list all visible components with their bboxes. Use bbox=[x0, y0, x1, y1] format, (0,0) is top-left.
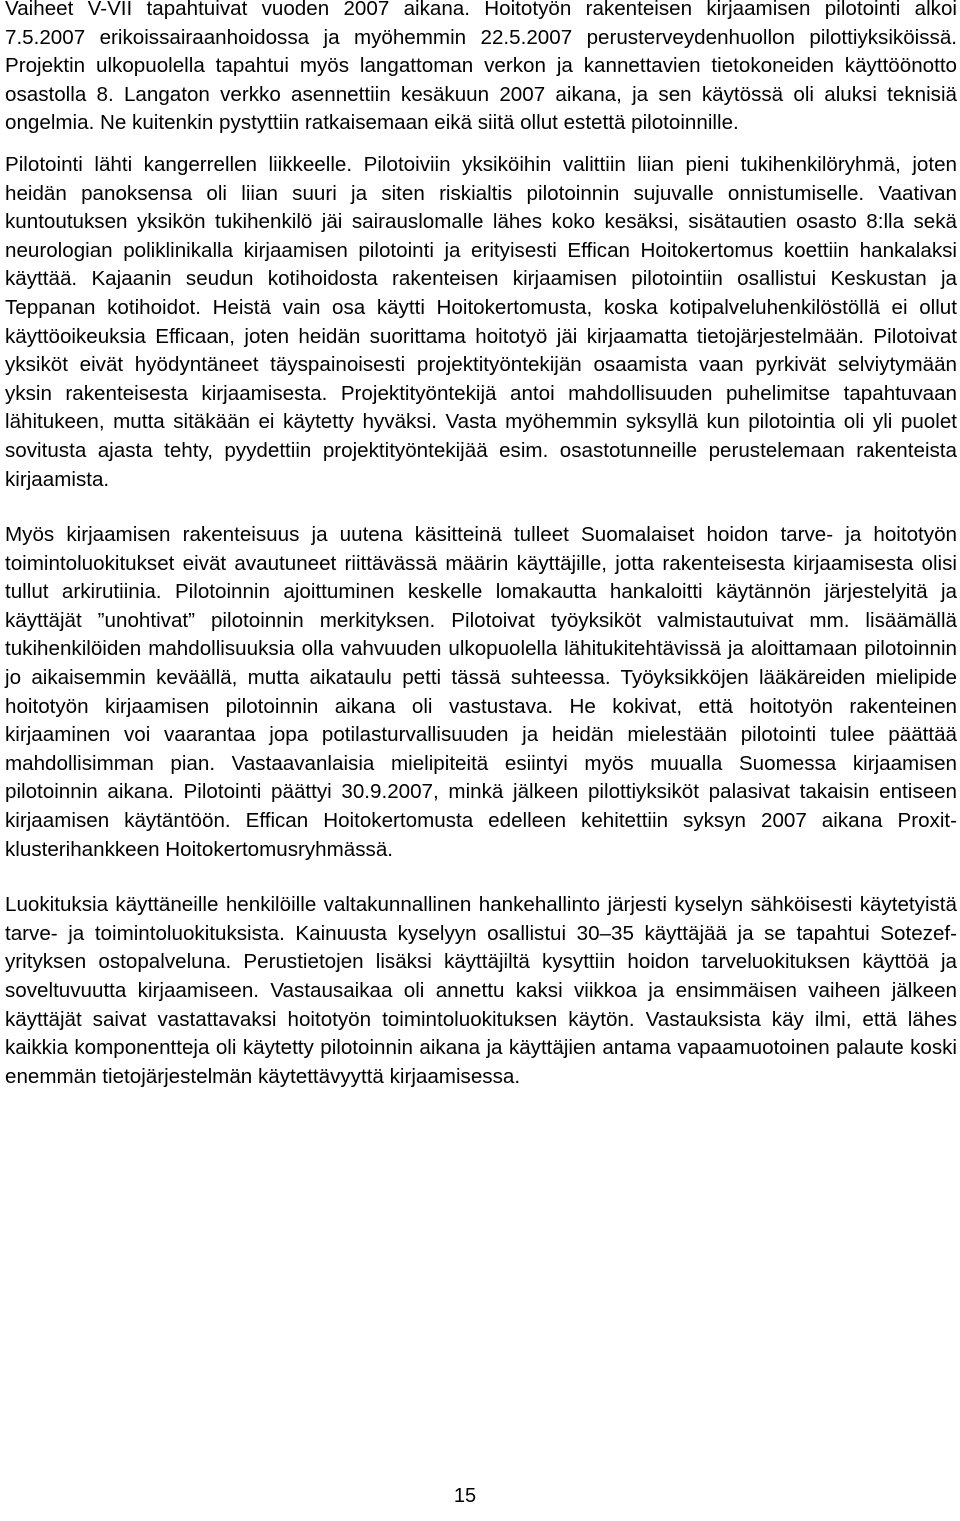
paragraph-pilot-phases: Vaiheet V-VII tapahtuivat vuoden 2007 aikana. Hoitotyön rakenteisen kirjaamisen pilotointi alkoi 7.5.2007 erikoissairaanhoidossa ja myöhemmin 22.5.2007 perusterveydenhuollon pilottiyksiköissä. Projektin ulkopuolella tapahtui myös langattoman verkon ja kannettavien tietokoneiden käyttöönotto osastolla 8. Langaton verkko asennettiin kesäkuun 2007 aikana, ja sen käytössä oli aluksi teknisiä ongelmia. Ne kuitenkin pystyttiin ratkaisemaan eikä siitä ollut estettä pilotoinnille. bbox=[5, 0, 957, 135]
paragraph-user-survey: Luokituksia käyttäneille henkilöille valtakunnallinen hankehallinto järjesti kyselyn sähköisesti käytetyistä tarve- ja toimintoluokituksista. Kainuusta kyselyyn osallistui 30–35 käyttäjää ja se tapahtui Sotezef-yrityksen ostopalveluna. Perustietojen lisäksi käyttäjiltä kysyttiin hoidon tarveluokituksen käyttöä ja soveltuvuutta kirjaamiseen. Vastausaikaa oli annettu kaksi viikkoa ja ensimmäisen vaiheen jälkeen käyttäjät saivat vastattavaksi hoitotyön toimintoluokituksen käytön. Vastauksista käy ilmi, että lähes kaikkia komponentteja oli käytetty pilotoinnin aikana ja käyttäjien antama vapaamuotoinen palaute koski enemmän tietojärjestelmän käytettävyyttä kirjaamisessa. bbox=[5, 893, 957, 1088]
paragraph-pilot-start: Pilotointi lähti kangerrellen liikkeelle. Pilotoiviin yksiköihin valittiin liian pieni tukihenkilöryhmä, joten heidän panoksensa oli liian suuri ja siten riskialtis pilotoinnin sujuvalle onnistumiselle. Vaativan kuntoutuksen yksikön tukihenkilö jäi sairauslomalle lähes koko kesäksi, sisätautien osasto 8:lla sekä neurologian poliklinikalla kirjaamisen pilotointi ja erityisesti Effican Hoitokertomus koettiin hankalaksi käyttää. Kajaanin seudun kotihoidosta rakenteisen kirjaamisen pilotointiin osallistui Keskustan ja Teppanan kotihoidot. Heistä vain osa käytti Hoitokertomusta, koska kotipalveluhenkilöstöllä ei ollut käyttöoikeuksia Efficaan, joten heidän suorittama hoitotyö jäi kirjaamatta tietojärjestelmään. Pilotoivat yksiköt eivät hyödyntäneet täyspainoisesti projektityöntekijän osaamista vaan pyrkivät selviytymään yksin rakenteisesta kirjaamisesta. Projektityöntekijä antoi mahdollisuuden puhelimitse tapahtuvaan lähitukeen, mutta sitäkään ei käytetty hyväksi. Vasta myöhemmin syksyllä kun pilotointia oli yli puolet sovitusta ajasta tehty, pyydettiin projektityöntekijää esim. osastotunneille perustelemaan rakenteista kirjaamista. bbox=[5, 152, 957, 491]
paragraph-classification-issues: Myös kirjaamisen rakenteisuus ja uutena käsitteinä tulleet Suomalaiset hoidon tarve- ja hoitotyön toimintoluokitukset eivät avautuneet riittävässä määrin käyttäjille, jotta rakenteisesta kirjaamisesta olisi tullut arkirutiinia. Pilotoinnin ajoittuminen keskelle lomakautta hankaloitti käytännön järjestelyitä ja käyttäjät ”unohtivat” pilotoinnin merkityksen. Pilotoivat työyksiköt valmistautuivat mm. lisäämällä tukihenkilöiden mahdollisuuksia olla vahvuuden ulkopuolella lähitukitehtävissä ja aloittamaan pilotoinnin jo aikaisemmin keväällä, mutta aikataulu petti tässä suhteessa. Työyksikköjen lääkäreiden mielipide hoitotyön kirjaamisen pilotoinnin aikana oli vastustava. He kokivat, että hoitotyön rakenteinen kirjaaminen voi vaarantaa jopa potilasturvallisuuden ja heidän mielestään pilotointi tulee päättää mahdollisimman pian. Vastaavanlaisia mielipiteitä esiintyi myös muualla Suomessa kirjaamisen pilotoinnin aikana. Pilotointi päättyi 30.9.2007, minkä jälkeen pilottiyksiköt palasivat takaisin entiseen kirjaamisen käytäntöön. Effican Hoitokertomusta edelleen kehitettiin syksyn 2007 aikana Proxit-klusterihankkeen Hoitokertomusryhmässä. bbox=[5, 523, 957, 861]
page-number: 15 bbox=[453, 1485, 477, 1507]
document-page bbox=[5, 0, 957, 1091]
